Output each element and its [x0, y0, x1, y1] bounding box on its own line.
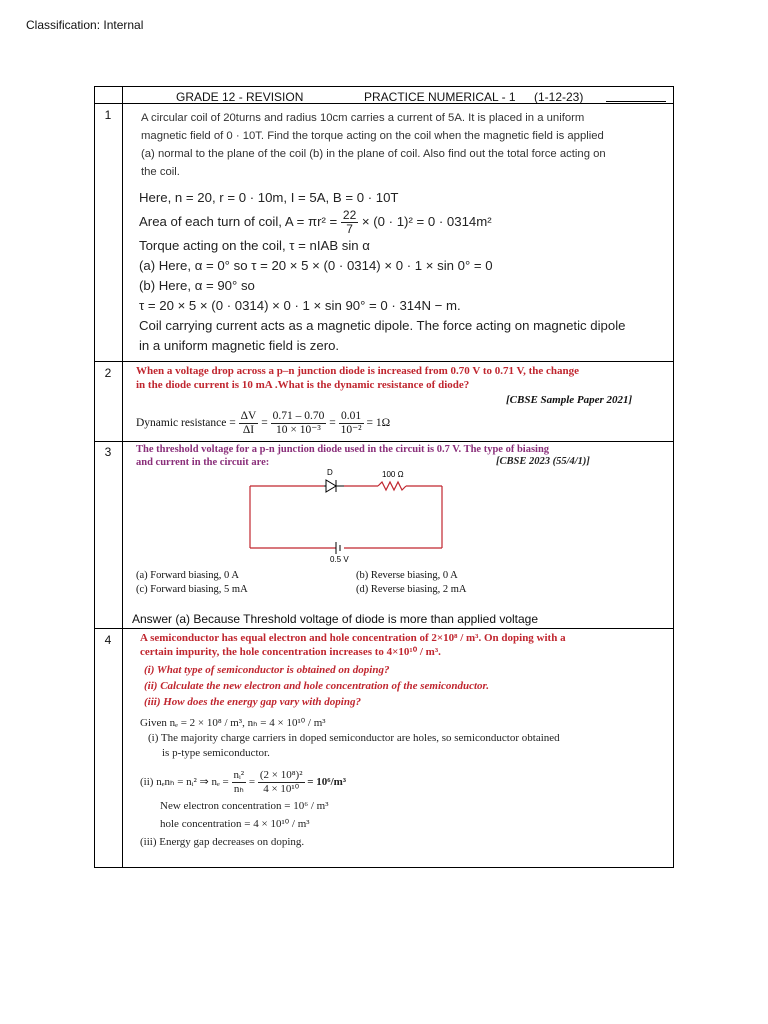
- q2-frac2-num: 0.71 – 0.70: [272, 409, 325, 422]
- classification-label: Classification: Internal: [26, 18, 144, 32]
- q1-area-num: 22: [342, 208, 357, 223]
- header-grade: GRADE 12 - REVISION: [176, 90, 304, 104]
- q2-frac1-num: ΔV: [240, 409, 257, 422]
- q1-area-rest: × (0 · 1)² = 0 · 0314m²: [358, 214, 492, 229]
- q2-frac3-den: 10⁻²: [340, 423, 362, 436]
- q2-question-line-1: When a voltage drop across a p–n junction diode is increased from 0.70 V to 0.71 V, the change: [136, 365, 579, 377]
- resistor-label: 100 Ω: [382, 470, 404, 479]
- q4-frac-1: [232, 769, 247, 796]
- header-underline: [606, 101, 666, 102]
- q1-line-3: Torque acting on the coil, τ = nIAB sin α: [139, 238, 370, 253]
- q4-hole-conc: hole concentration = 4 × 10¹⁰ / m³: [160, 818, 310, 830]
- q4-frac1-den: nₕ: [233, 782, 244, 795]
- q4-frac1-num: nᵢ²: [233, 768, 245, 781]
- q2-frac1-den: ΔI: [242, 423, 255, 436]
- q3-options-right: [356, 569, 467, 597]
- q3-option-a: (a) Forward biasing, 0 A: [136, 570, 239, 581]
- q2-question-line-2: in the diode current is 10 mA .What is the dynamic resistance of diode?: [136, 379, 470, 391]
- q3-source: [CBSE 2023 (55/4/1)]: [496, 456, 590, 467]
- q1-line-6: τ = 20 × 5 × (0 · 0314) × 0 · 1 × sin 90° = 0 · 314N − m.: [139, 298, 461, 313]
- q3-option-b: (b) Reverse biasing, 0 A: [356, 570, 458, 581]
- row-divider-3: [94, 441, 674, 442]
- q1-line-7: Coil carrying current acts as a magnetic dipole. The force acting on magnetic dipole: [139, 318, 626, 333]
- row-number-4: 4: [104, 633, 112, 647]
- row-divider-2: [94, 361, 674, 362]
- q1-line-4: (a) Here, α = 0° so τ = 20 × 5 × (0 · 0314) × 0 · 1 × sin 0° = 0: [139, 258, 493, 273]
- q3-option-d: (d) Reverse biasing, 2 mA: [356, 584, 467, 595]
- header-date: (1-12-23): [534, 90, 584, 104]
- q3-option-c: (c) Forward biasing, 5 mA: [136, 584, 248, 595]
- q4-question-line-1: A semiconductor has equal electron and hole concentration of 2×10⁸ / m³. On doping with a: [140, 632, 566, 644]
- q4-part-i: (i) What type of semiconductor is obtained on doping?: [144, 664, 390, 676]
- q2-source: [CBSE Sample Paper 2021]: [506, 394, 633, 406]
- q4-frac2-num: (2 × 10⁸)²: [259, 768, 303, 781]
- q4-given: Given nₑ = 2 × 10⁸ / m³, nₕ = 4 × 10¹⁰ / m³: [140, 717, 326, 729]
- q4-question: [140, 631, 566, 659]
- q2-sol-label: Dynamic resistance =: [136, 417, 239, 429]
- q3-question-line-2: and current in the circuit are:: [136, 457, 270, 468]
- q4-ans-ii-lhs: (ii) nₑnₕ = nᵢ² ⇒ nₑ =: [140, 776, 232, 788]
- q2-result: = 1Ω: [366, 417, 391, 429]
- q1-line-1: Here, n = 20, r = 0 · 10m, I = 5A, B = 0 · 10T: [139, 190, 399, 205]
- q2-frac-1: [239, 410, 259, 437]
- q1-area-den: 7: [346, 222, 353, 237]
- number-column-divider: [122, 86, 123, 868]
- q2-frac2-den: 10 × 10⁻³: [276, 423, 321, 436]
- battery-symbol: [336, 542, 340, 554]
- q2-frac-2: [271, 410, 327, 437]
- q1-area-fraction: [341, 209, 358, 236]
- row-divider-4: [94, 628, 674, 629]
- q4-question-line-2: certain impurity, the hole concentration increases to 4×10¹⁰ / m³.: [140, 646, 441, 658]
- q3-answer: Answer (a) Because Threshold voltage of diode is more than applied voltage: [132, 612, 539, 626]
- q1-solution: [139, 188, 664, 356]
- row-number-3: 3: [104, 445, 112, 459]
- q4-ans-i-1: (i) The majority charge carriers in doped semiconductor are holes, so semiconductor obtained: [148, 732, 560, 744]
- q4-parts: [144, 662, 489, 710]
- q1-area-label: Area of each turn of coil, A = πr² =: [139, 214, 341, 229]
- q4-frac2-den: 4 × 10¹⁰: [263, 782, 300, 795]
- q4-part-iii: (iii) How does the energy gap vary with doping?: [144, 696, 361, 708]
- q4-ans-i-2: is p-type semiconductor.: [162, 747, 270, 759]
- q2-solution: Dynamic resistance = $\frac{\Delta V}{\Delta I}$ = $\frac{0.71 - 0.70}{\text{10 × 10⁻³}}$ = $\frac{0.01}{\text{10⁻²}}$ = 1Ω: [136, 409, 391, 436]
- q4-frac-2: [258, 769, 305, 796]
- header-practice: PRACTICE NUMERICAL - 1: [364, 90, 516, 104]
- q2-frac-3: [339, 410, 364, 437]
- battery-label: 0.5 V: [330, 555, 349, 564]
- diode-symbol: [324, 480, 344, 492]
- q1-line-5: (b) Here, α = 90° so: [139, 278, 255, 293]
- q1-question: A circular coil of 20turns and radius 10cm carries a current of 5A. It is placed in a uniform magnetic field of 0 · 10T. Find the torque acting on the coil when the magnetic field is applied (a) normal to the plane of the coil (b) in the plane of coil. Also find out the total force acting on the coil.: [141, 112, 606, 178]
- q2-frac3-num: 0.01: [339, 410, 364, 424]
- q4-new-electron: New electron concentration = 10⁶ / m³: [160, 800, 329, 812]
- q4-ans-ii-result: = 10⁶/m³: [307, 776, 347, 788]
- q4-part-ii: (ii) Calculate the new electron and hole concentration of the semiconductor.: [144, 680, 489, 692]
- q1-line-8: in a uniform magnetic field is zero.: [139, 338, 340, 353]
- q4-solution: [140, 716, 560, 850]
- q3-options-left: [136, 569, 248, 597]
- diode-label: D: [327, 468, 333, 477]
- q3-circuit-diagram: [236, 466, 456, 566]
- row-number-1: 1: [104, 108, 112, 122]
- q4-ans-iii: (iii) Energy gap decreases on doping.: [140, 836, 305, 848]
- q1-line-2: [139, 208, 664, 236]
- q4-ans-ii: (ii) nₑnₕ = nᵢ² ⇒ nₑ = $\frac{\text{nᵢ²}}{\text{nₕ}}$ = $\frac{\text{(2 × 10⁸)²}}{\text{4 × 10¹⁰}}$ = 10⁶/m³: [140, 768, 347, 795]
- q3-question-line-1: The threshold voltage for a p-n junction diode used in the circuit is 0.7 V. The type of biasing: [136, 444, 550, 455]
- row-number-2: 2: [104, 366, 112, 380]
- q2-question: [136, 364, 579, 392]
